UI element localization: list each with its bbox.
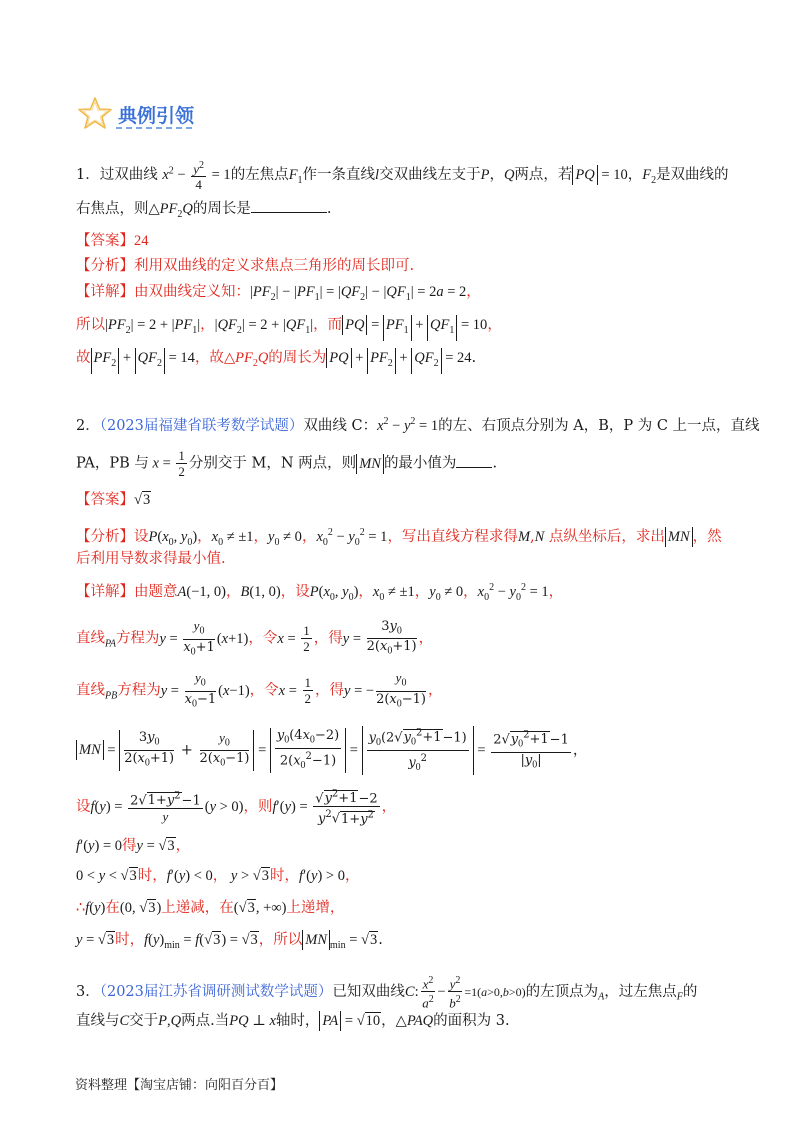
p1-detail-1: 【详解】由双曲线定义知：$|PF_2| - |PF_1| = |QF_2| - |QF_1| = 2a = 2$，: [76, 284, 481, 303]
p2-analysis-2: 后利用导数求得最小值.: [76, 551, 226, 567]
star-icon: [76, 96, 114, 134]
p2-detail-f: 设f(y) = $\frac{2√1+y^2-1}{y}$ (y > 0)，则f′(y) = $\frac{√y^2+1-2}{y^2√1+y^2}$ ，: [76, 789, 397, 827]
p2-source: （2023届福建省联考数学试题）: [99, 417, 304, 434]
p3-line2: 直线与C交于P,Q两点.当PQ ⊥ x轴时， PA = √10，△PAQ的面积为 3.: [76, 1013, 510, 1029]
p3-line1: 3．（2023届江苏省调研测试数学试题）已知双曲线C: $\frac{x^2}{a^2}$ − $\frac{y^2}{b^2}$ =1(a>0,b>0)的左顶点为$_A$，过左焦点$_F$的: [76, 975, 698, 1011]
p1-analysis: 【分析】利用双曲线的定义求焦点三角形的周长即可.: [76, 258, 415, 274]
p2-line1: 2．（2023届福建省联考数学试题）双曲线 C：$x^2 - y^2 = 1$的左、右顶点分别为 A，B，P 为 C 上一点，直线: [76, 416, 760, 434]
p2-answer: 【答案】√3: [76, 492, 151, 508]
p1-detail-2: 所以$|PF_2| = 2 + |PF_1|$，$|QF_2| = 2 + |QF_1|$，而 PQ = $PF_1 + QF_1 = 10$，: [76, 315, 502, 341]
p1-answer: 【答案】24: [76, 233, 149, 249]
p3-source: （2023届江苏省调研测试数学试题）: [99, 983, 333, 1000]
p2-detail-pa: 直线$_{PA}$方程为y = $\frac{y_0}{x_0+1}$ (x+1)，令x = $\frac{1}{2}$ ，得y = $\frac{3y_0}{2(x_0+1)}$ ，: [76, 618, 434, 658]
section-title: 典例引领: [118, 105, 195, 127]
p2-detail-1: 【详解】由题意A(−1, 0)，B(1, 0)，设$P(x_0$, $y_0$)，$x_0 \ne \pm 1$，$y_0 \ne 0$，$x_0^2 - y_0^2 = 1$，: [76, 582, 564, 603]
p2-detail-g: f′(y) = 0得y = √3，: [76, 838, 191, 854]
p2-line2: PA，PB 与 x = $\frac{1}{2}$ 分别交于 M，N 两点，则 MN 的最小值为 .: [76, 448, 498, 479]
p2-detail-h: 0 < y < √3时，f′(y) < 0， y > √3时，f′(y) > 0，: [76, 868, 360, 884]
title-underline: [116, 127, 192, 129]
p2-detail-j: y = √3时，$f(y)_{min} = f(√3) = √3$，所以 MN $_{min}$ = √3.: [76, 932, 383, 951]
p2-analysis-1: 【分析】设$P(x_0$, $y_0$)，$x_0 \ne \pm 1$，$y_0 \ne 0$，$x_0^2 - y_0^2 = 1$，写出直线方程求得M,N 点纵坐标后，求出 MN ，然: [76, 527, 722, 548]
p1-detail-3: 故 $PF_2 + QF_2 = 14$，故$\triangle PF_2Q$的周长为 PQ + $PF_2 + QF_2 = 24$.: [76, 348, 476, 374]
p2-detail-pb: 直线$_{PB}$方程为y = $\frac{y_0}{x_0-1}$ (x−1)，令x = $\frac{1}{2}$ ，得y = − $\frac{y_0}{2(x_0-1)}$ ，: [76, 670, 443, 710]
p1-line1: 1．过双曲线 $x^2$ − $\frac{y^2}{4}$ = 1的左焦点$F_1$作一条直线l交双曲线左支于P，Q两点，若 PQ = 10，$F_2$是双曲线的: [76, 160, 729, 193]
p1-answer-blank: [251, 198, 327, 213]
p1-number: 1．: [76, 167, 100, 184]
p2-answer-blank: [456, 453, 492, 468]
p2-detail-i: ∴f(y)在(0, √3)上递减，在(√3, +∞)上递增，: [76, 900, 345, 916]
p1-line2: 右焦点，则$\triangle PF_2Q$的周长是 .: [76, 198, 331, 225]
footer-note: 资料整理【淘宝店铺：向阳百分百】: [75, 1078, 284, 1093]
p2-detail-mn: MN = $\frac{3y_0}{2(x_0+1)}$ + $\frac{y_0}{2(x_0-1)}$ = $\frac{y_0(4x_0-2)}{2(x_0^2-1)}$ = $\frac{y_0(2√y_0^2+1-1)}{y_0^2}$ = $\frac{2√y_0^2+1-1}{|y_0|}$ ，: [76, 726, 587, 775]
